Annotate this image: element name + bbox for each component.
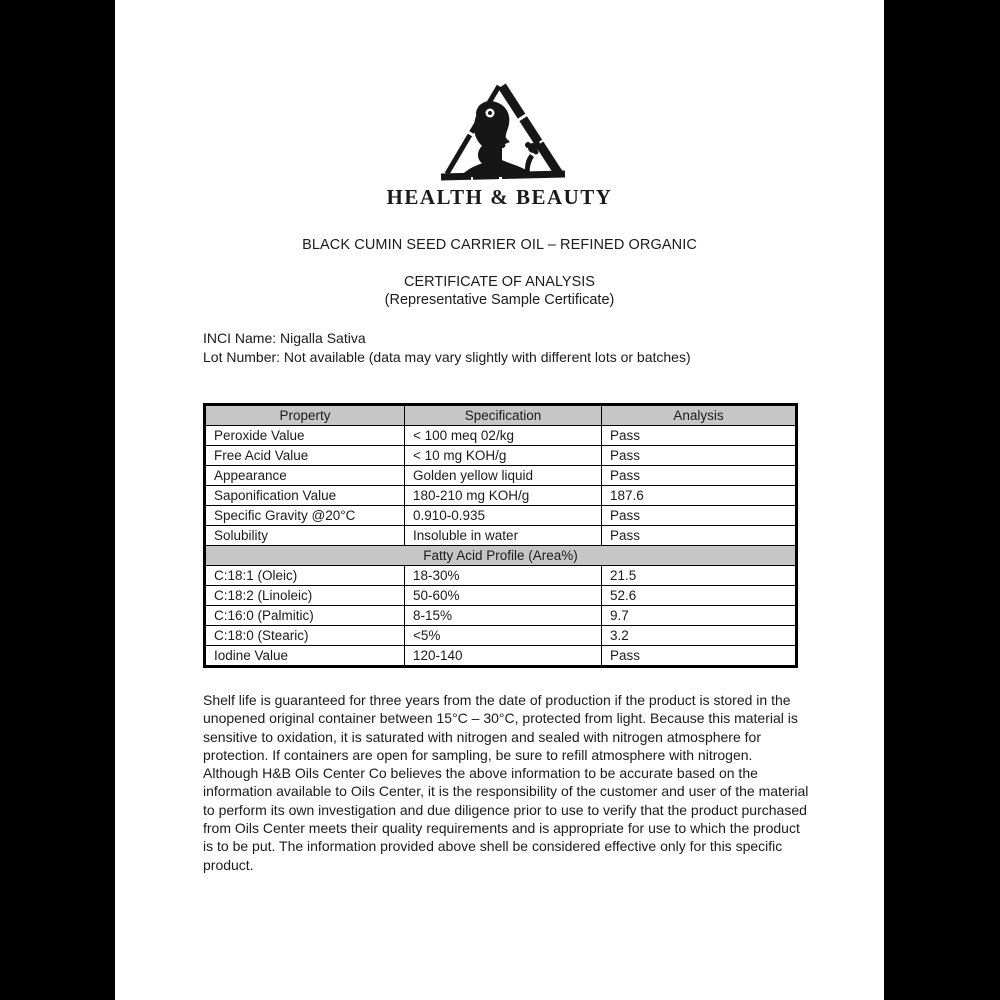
table-section-row <box>205 546 797 566</box>
table-row <box>205 446 797 466</box>
table-cell: Iodine Value <box>205 646 405 667</box>
table-row <box>205 606 797 626</box>
table-cell: C:18:0 (Stearic) <box>205 626 405 646</box>
table-cell: C:18:1 (Oleic) <box>205 566 405 586</box>
table-header-row <box>205 405 797 426</box>
table-cell: Golden yellow liquid <box>405 466 602 486</box>
triangle-woman-silhouette-icon <box>412 80 588 184</box>
table-cell: 120-140 <box>405 646 602 667</box>
table-cell: Insoluble in water <box>405 526 602 546</box>
table-cell: 52.6 <box>602 586 797 606</box>
product-title: BLACK CUMIN SEED CARRIER OIL – REFINED ORGANIC <box>302 237 697 253</box>
certificate-title: CERTIFICATE OF ANALYSIS <box>404 274 595 290</box>
certificate-subtitle: (Representative Sample Certificate) <box>384 292 615 308</box>
analysis-table <box>203 403 798 668</box>
table-cell: Saponification Value <box>205 486 405 506</box>
table-row <box>205 506 797 526</box>
table-cell: Pass <box>602 526 797 546</box>
table-cell: C:16:0 (Palmitic) <box>205 606 405 626</box>
lot-number: Lot Number: Not available (data may vary slightly with different lots or batches) <box>203 349 691 365</box>
table-cell: Pass <box>602 506 797 526</box>
table-cell: Specific Gravity @20°C <box>205 506 405 526</box>
section-header: Fatty Acid Profile (Area%) <box>205 546 797 566</box>
brand-name: HEALTH & BEAUTY <box>386 185 613 209</box>
table-cell: 0.910-0.935 <box>405 506 602 526</box>
table-row <box>205 566 797 586</box>
table-row <box>205 466 797 486</box>
table-cell: Pass <box>602 426 797 446</box>
table-cell: Pass <box>602 646 797 667</box>
table-cell: C:18:2 (Linoleic) <box>205 586 405 606</box>
table-cell: 21.5 <box>602 566 797 586</box>
table-row <box>205 586 797 606</box>
table-row <box>205 486 797 506</box>
brand-logo <box>115 80 884 210</box>
table-cell: 18-30% <box>405 566 602 586</box>
column-header-analysis: Analysis <box>602 405 797 426</box>
table-cell: Solubility <box>205 526 405 546</box>
certificate-page <box>115 0 884 1000</box>
disclaimer-paragraph: Shelf life is guaranteed for three years from the date of production if the product is stored in the unopened original container between 15°C – 30°C, protected from light. Because this material is sensitive to oxidation, it is saturated with nitrogen and sealed with nitrogen atmosphere for protection. If containers are open for sampling, be sure to refill atmosphere with nitrogen. Although H&B Oils Center Co believes the above information to be accurate based on the information available to Oils Center, it is the responsibility of the customer and user of the material to perform its own investigation and due diligence prior to use to verify that the product purchased from Oils Center meets their quality requirements and is appropriate for use to which the product is to be put. The information provided above shell be considered effective only for this specific product. <box>203 692 809 873</box>
table-cell: 50-60% <box>405 586 602 606</box>
table-cell: 9.7 <box>602 606 797 626</box>
inci-name: INCI Name: Nigalla Sativa <box>203 330 366 346</box>
table-cell: < 100 meq 02/kg <box>405 426 602 446</box>
column-header-property: Property <box>205 405 405 426</box>
table-cell: 3.2 <box>602 626 797 646</box>
table-cell: Pass <box>602 446 797 466</box>
column-header-specification: Specification <box>405 405 602 426</box>
table-cell: 180-210 mg KOH/g <box>405 486 602 506</box>
table-cell: Appearance <box>205 466 405 486</box>
table-row <box>205 426 797 446</box>
table-row <box>205 646 797 667</box>
table-cell: < 10 mg KOH/g <box>405 446 602 466</box>
table-cell: <5% <box>405 626 602 646</box>
table-cell: Pass <box>602 466 797 486</box>
table-cell: 187.6 <box>602 486 797 506</box>
table-row <box>205 626 797 646</box>
table-row <box>205 526 797 546</box>
table-cell: 8-15% <box>405 606 602 626</box>
table-cell: Peroxide Value <box>205 426 405 446</box>
table-cell: Free Acid Value <box>205 446 405 466</box>
